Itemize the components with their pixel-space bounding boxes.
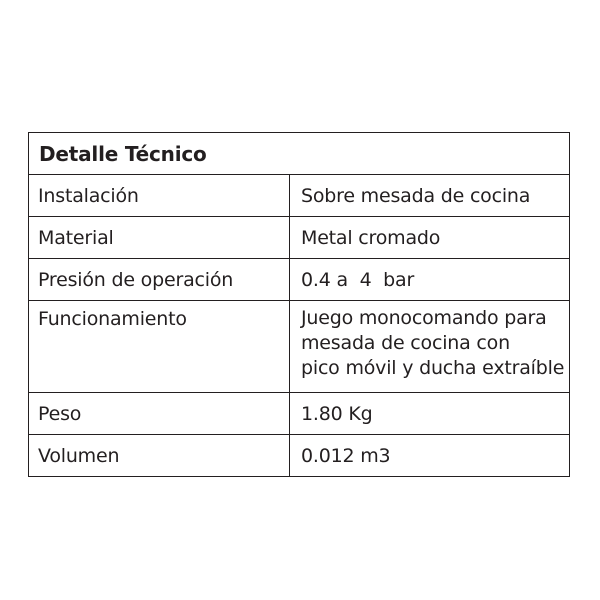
table-title: Detalle Técnico (29, 133, 570, 175)
row-value-instalacion: Sobre mesada de cocina (290, 175, 570, 217)
table-row (29, 393, 570, 435)
table-row (29, 301, 570, 393)
row-label-funcionamiento: Funcionamiento (29, 301, 290, 393)
row-value-presion: 0.4 a 4 bar (290, 259, 570, 301)
row-value-volumen: 0.012 m3 (290, 435, 570, 477)
table-row (29, 259, 570, 301)
table-row (29, 217, 570, 259)
row-label-volumen: Volumen (29, 435, 290, 477)
row-label-peso: Peso (29, 393, 290, 435)
row-value-peso: 1.80 Kg (290, 393, 570, 435)
row-label-presion: Presión de operación (29, 259, 290, 301)
row-value-funcionamiento: Juego monocomando para mesada de cocina con pico móvil y ducha extraíble (290, 301, 570, 393)
table-row (29, 435, 570, 477)
technical-detail-table (28, 132, 570, 477)
table-header-row (29, 133, 570, 175)
row-value-material: Metal cromado (290, 217, 570, 259)
table-row (29, 175, 570, 217)
row-label-material: Material (29, 217, 290, 259)
row-label-instalacion: Instalación (29, 175, 290, 217)
